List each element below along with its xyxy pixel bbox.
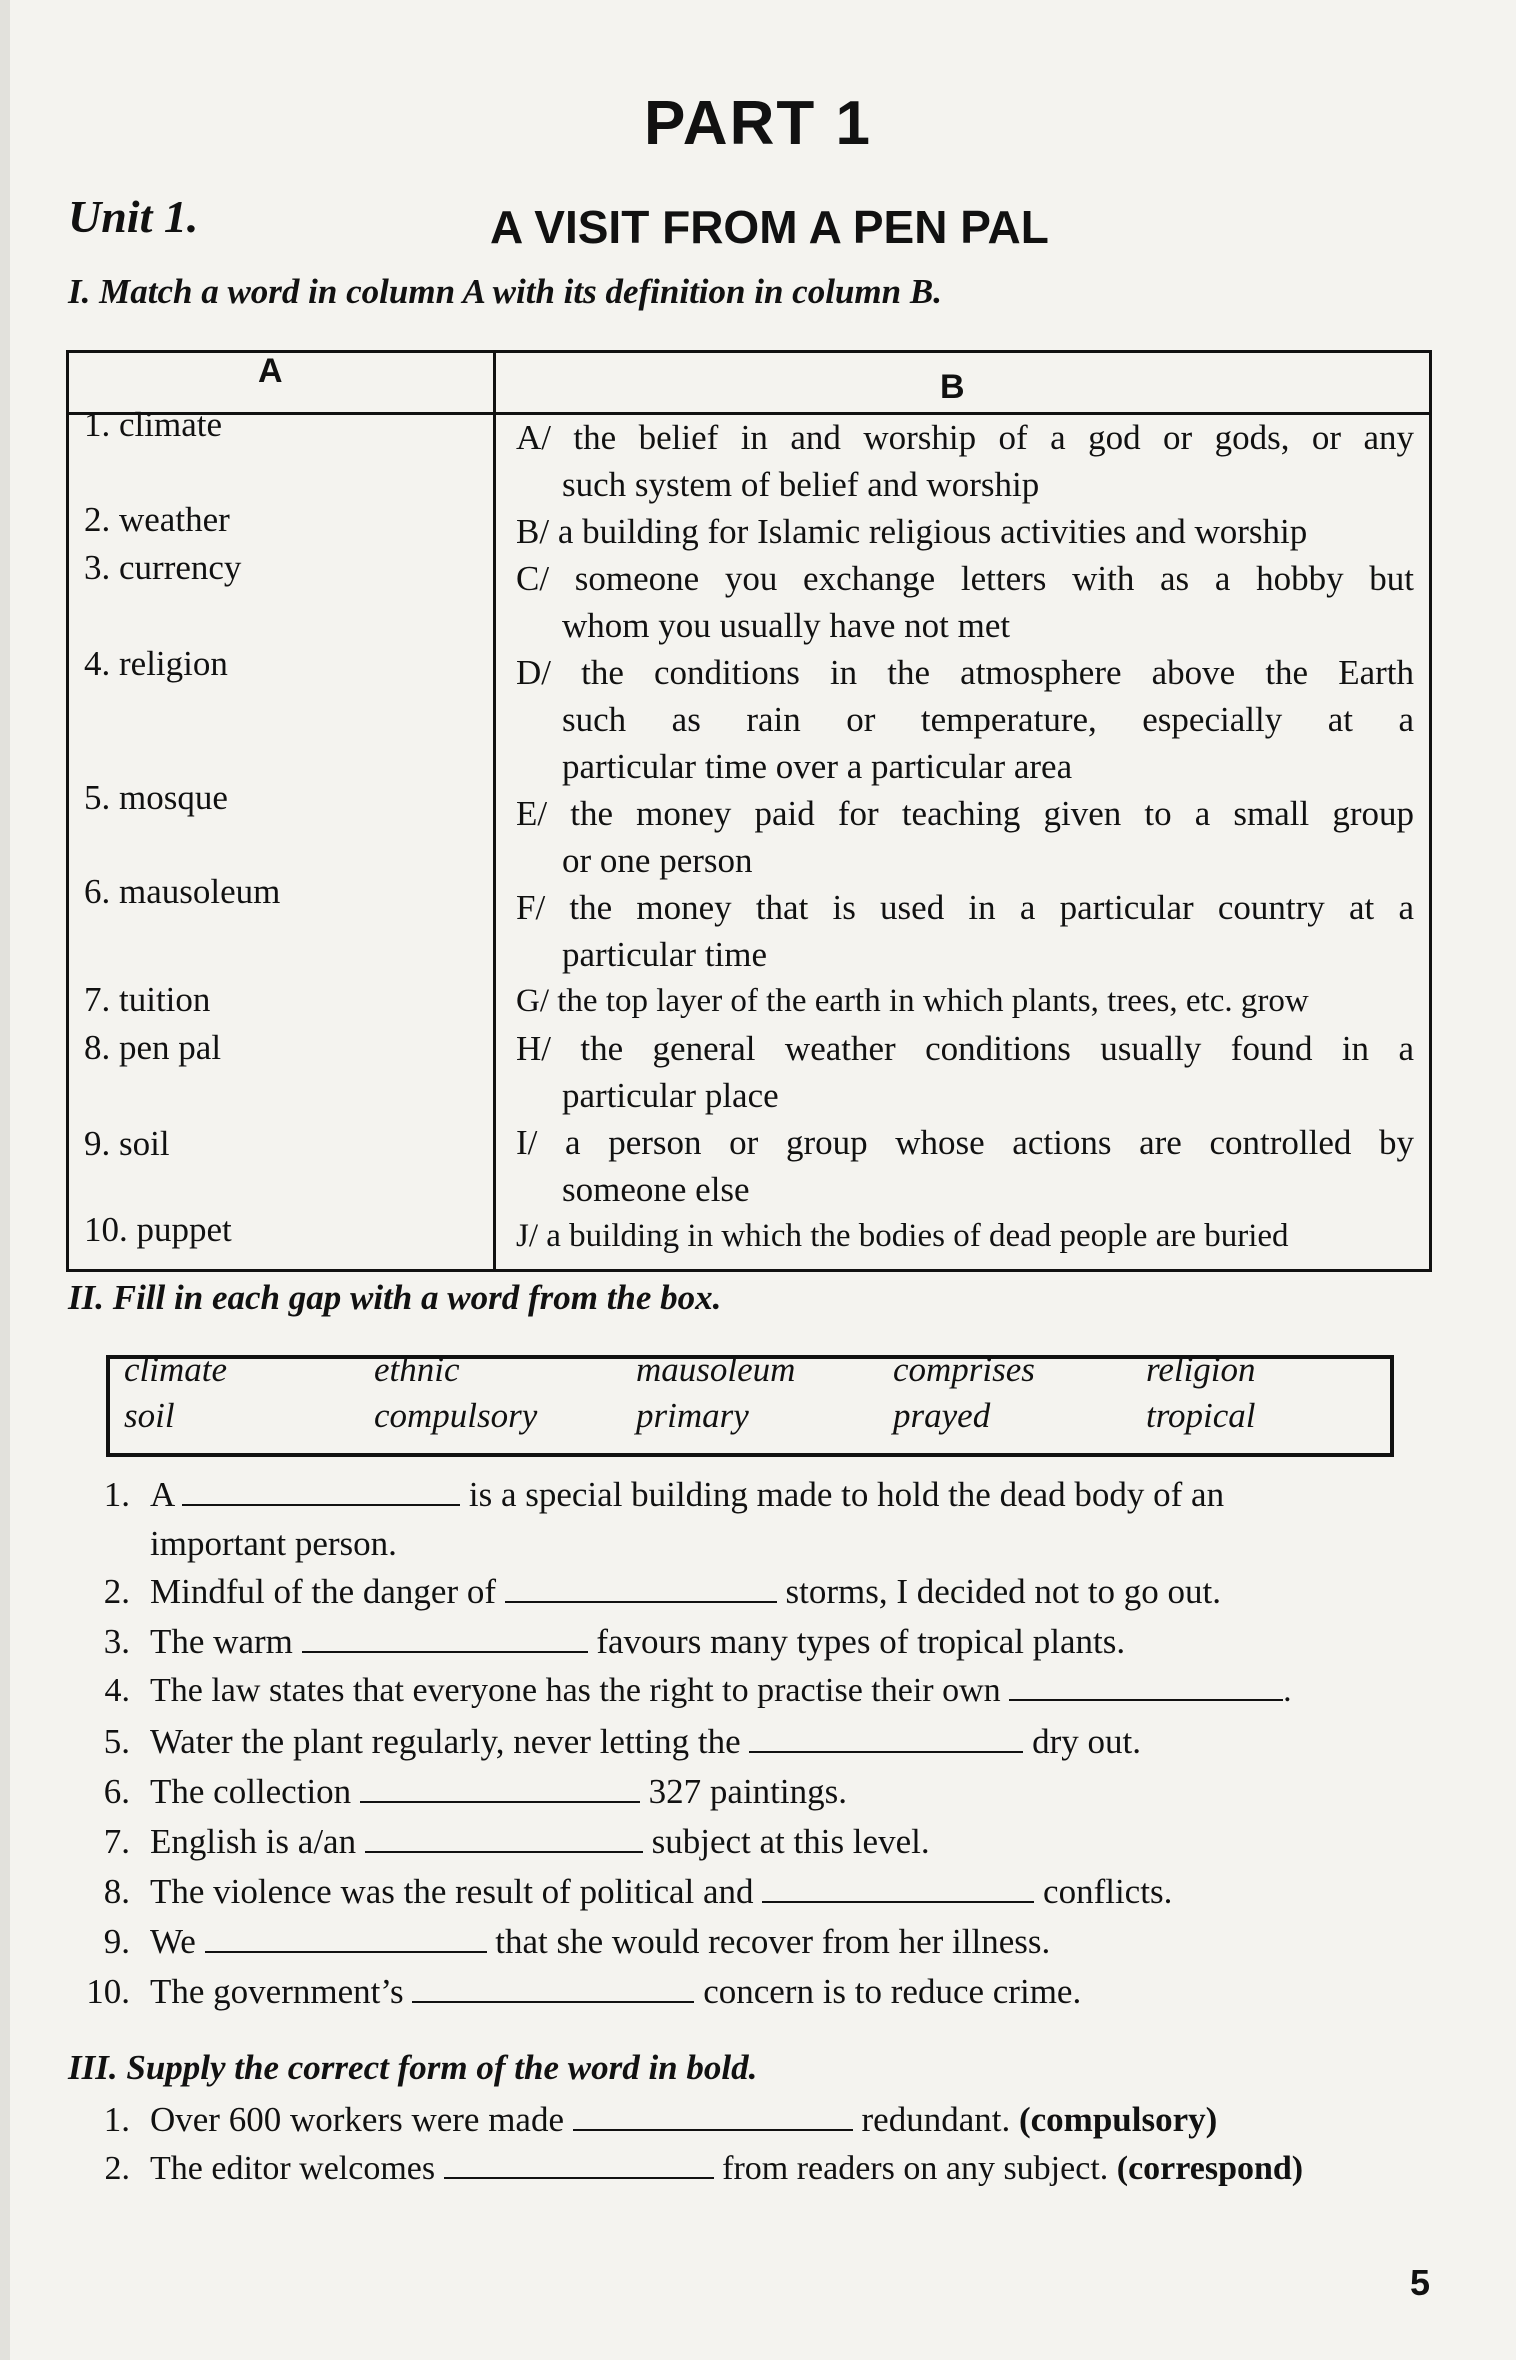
word-religion: 4. religion — [84, 644, 228, 683]
item-number: 3. — [103, 1622, 130, 1661]
item-text-before: Over 600 workers were made — [150, 2100, 565, 2139]
definition-i-line-2: someone else — [562, 1170, 750, 1209]
section-3-heading: III. Supply the correct form of the word in bold. — [68, 2048, 758, 2087]
column-a-header: A — [258, 352, 283, 390]
answer-blank[interactable] — [412, 1977, 694, 2003]
definition-a-line-1: A/ the belief in and worship of a god or gods, or any — [516, 418, 1414, 457]
answer-blank[interactable] — [205, 1927, 487, 1953]
item-text-after: from readers on any subject. — [722, 2150, 1109, 2187]
exercise-item — [84, 1622, 1125, 1662]
exercise-item — [84, 1872, 1172, 1912]
page-number: 5 — [1410, 2262, 1431, 2303]
item-text-before: Mindful of the danger of — [150, 1572, 497, 1611]
exercise-item — [84, 1922, 1050, 1962]
unit-label: Unit 1. — [68, 191, 199, 242]
item-number: 2. — [103, 1572, 130, 1611]
exercise-item — [84, 1772, 847, 1812]
definition-f-line-2: particular time — [562, 935, 768, 974]
word-climate: 1. climate — [84, 405, 223, 444]
box-word: tropical — [1146, 1396, 1256, 1435]
definition-h-line-2: particular place — [562, 1076, 779, 1115]
item-text-after: storms, I decided not to go out. — [785, 1572, 1222, 1611]
answer-blank[interactable] — [444, 2153, 714, 2179]
definition-h-line-1: H/ the general weather conditions usually found in a — [516, 1029, 1414, 1068]
exercise-item — [84, 1722, 1141, 1762]
item-text-after: . — [1283, 1672, 1292, 1709]
box-word: primary — [636, 1396, 749, 1435]
definition-e-line-2: or one person — [562, 841, 753, 880]
item-number: 1. — [103, 2100, 130, 2139]
word-puppet: 10. puppet — [84, 1210, 232, 1249]
item-text-after: that she would recover from her illness. — [495, 1922, 1051, 1961]
definition-g: G/ the top layer of the earth in which plants, trees, etc. grow — [516, 983, 1309, 1019]
item-text-after: conflicts. — [1043, 1872, 1173, 1911]
bold-word: (correspond) — [1116, 2150, 1304, 2187]
definition-c-line-2: whom you usually have not met — [562, 606, 1011, 645]
answer-blank[interactable] — [1009, 1675, 1283, 1701]
word-weather: 2. weather — [84, 500, 230, 539]
definition-f-line-1: F/ the money that is used in a particular country at a — [516, 888, 1414, 927]
item-text-before: The warm — [150, 1622, 293, 1661]
item-text-after: redundant. — [861, 2100, 1011, 2139]
item-text-before: The collection — [150, 1772, 352, 1811]
item-number: 6. — [103, 1772, 130, 1811]
box-word: comprises — [893, 1350, 1035, 1389]
exercise-item — [84, 1822, 930, 1862]
word-mosque: 5. mosque — [84, 778, 228, 817]
definition-a-line-2: such system of belief and worship — [562, 465, 1040, 504]
item-text-before: The violence was the result of political and — [150, 1872, 754, 1911]
item-number: 10. — [86, 1972, 130, 2011]
part-title: PART 1 — [644, 89, 872, 158]
item-text-before: English is a/an — [150, 1822, 357, 1861]
definition-d-line-3: particular time over a particular area — [562, 747, 1073, 786]
unit-title: A VISIT FROM A PEN PAL — [490, 201, 1049, 253]
word-tuition: 7. tuition — [84, 980, 211, 1019]
item-number: 1. — [103, 1475, 130, 1514]
item-number: 9. — [103, 1922, 130, 1961]
item-number: 5. — [103, 1722, 130, 1761]
answer-blank[interactable] — [762, 1877, 1034, 1903]
box-word: ethnic — [374, 1350, 460, 1389]
item-text-after: 327 paintings. — [648, 1772, 847, 1811]
answer-blank[interactable] — [573, 2105, 853, 2131]
box-word: compulsory — [374, 1396, 538, 1435]
answer-blank[interactable] — [749, 1727, 1023, 1753]
definition-d-line-2: such as rain or temperature, especially at a — [562, 700, 1414, 739]
answer-blank[interactable] — [505, 1577, 777, 1603]
item-text-after: subject at this level. — [651, 1822, 930, 1861]
column-divider — [493, 350, 496, 1272]
definition-i-line-1: I/ a person or group whose actions are controlled by — [516, 1123, 1414, 1162]
exercise-item — [84, 2150, 1303, 2188]
word-currency: 3. currency — [84, 548, 242, 587]
item-text-before: We — [150, 1922, 196, 1961]
answer-blank[interactable] — [365, 1827, 643, 1853]
box-word: prayed — [893, 1396, 991, 1435]
box-word: soil — [124, 1396, 175, 1435]
answer-blank[interactable] — [182, 1480, 460, 1506]
exercise-item — [84, 1672, 1292, 1710]
definition-j: J/ a building in which the bodies of dead people are buried — [516, 1218, 1289, 1254]
item-text-before: A — [150, 1475, 174, 1514]
item-number: 7. — [103, 1822, 130, 1861]
item-text-before: The law states that everyone has the right to practise their own — [150, 1672, 1001, 1709]
item-number: 8. — [103, 1872, 130, 1911]
definition-e-line-1: E/ the money paid for teaching given to a small group — [516, 794, 1414, 833]
answer-blank[interactable] — [302, 1627, 588, 1653]
item-text-before: The government’s — [150, 1972, 404, 2011]
item-text-before: Water the plant regularly, never letting the — [150, 1722, 741, 1761]
word-soil: 9. soil — [84, 1124, 170, 1163]
definition-b: B/ a building for Islamic religious activities and worship — [516, 512, 1308, 551]
item-text-after: dry out. — [1032, 1722, 1142, 1761]
definition-c-line-1: C/ someone you exchange letters with as a hobby but — [516, 559, 1414, 598]
definition-d-line-1: D/ the conditions in the atmosphere above the Earth — [516, 653, 1414, 692]
word-mausoleum: 6. mausoleum — [84, 872, 281, 911]
section-1-heading: I. Match a word in column A with its definition in column B. — [68, 272, 942, 311]
box-word: mausoleum — [636, 1350, 796, 1389]
word-pen-pal: 8. pen pal — [84, 1028, 222, 1067]
section-2-heading: II. Fill in each gap with a word from the box. — [68, 1278, 722, 1317]
item-number: 2. — [104, 2150, 130, 2187]
item-text-before: The editor welcomes — [150, 2150, 436, 2187]
exercise-item — [84, 2100, 1217, 2140]
exercise-item — [84, 1572, 1221, 1612]
exercise-item — [84, 1475, 1224, 1515]
exercise-item — [84, 1972, 1081, 2012]
page-edge-shadow — [0, 0, 10, 2360]
item-text-after: concern is to reduce crime. — [703, 1972, 1082, 2011]
item-text-after: favours many types of tropical plants. — [596, 1622, 1126, 1661]
column-b-header: B — [940, 368, 965, 406]
answer-blank[interactable] — [360, 1777, 640, 1803]
bold-word: (compulsory) — [1018, 2100, 1218, 2139]
definitions-list — [516, 414, 1414, 1260]
item-text-after: is a special building made to hold the dead body of an — [468, 1475, 1225, 1514]
box-word: religion — [1146, 1350, 1256, 1389]
box-word: climate — [124, 1350, 228, 1389]
item-continuation: important person. — [150, 1524, 397, 1563]
item-number: 4. — [104, 1672, 130, 1709]
